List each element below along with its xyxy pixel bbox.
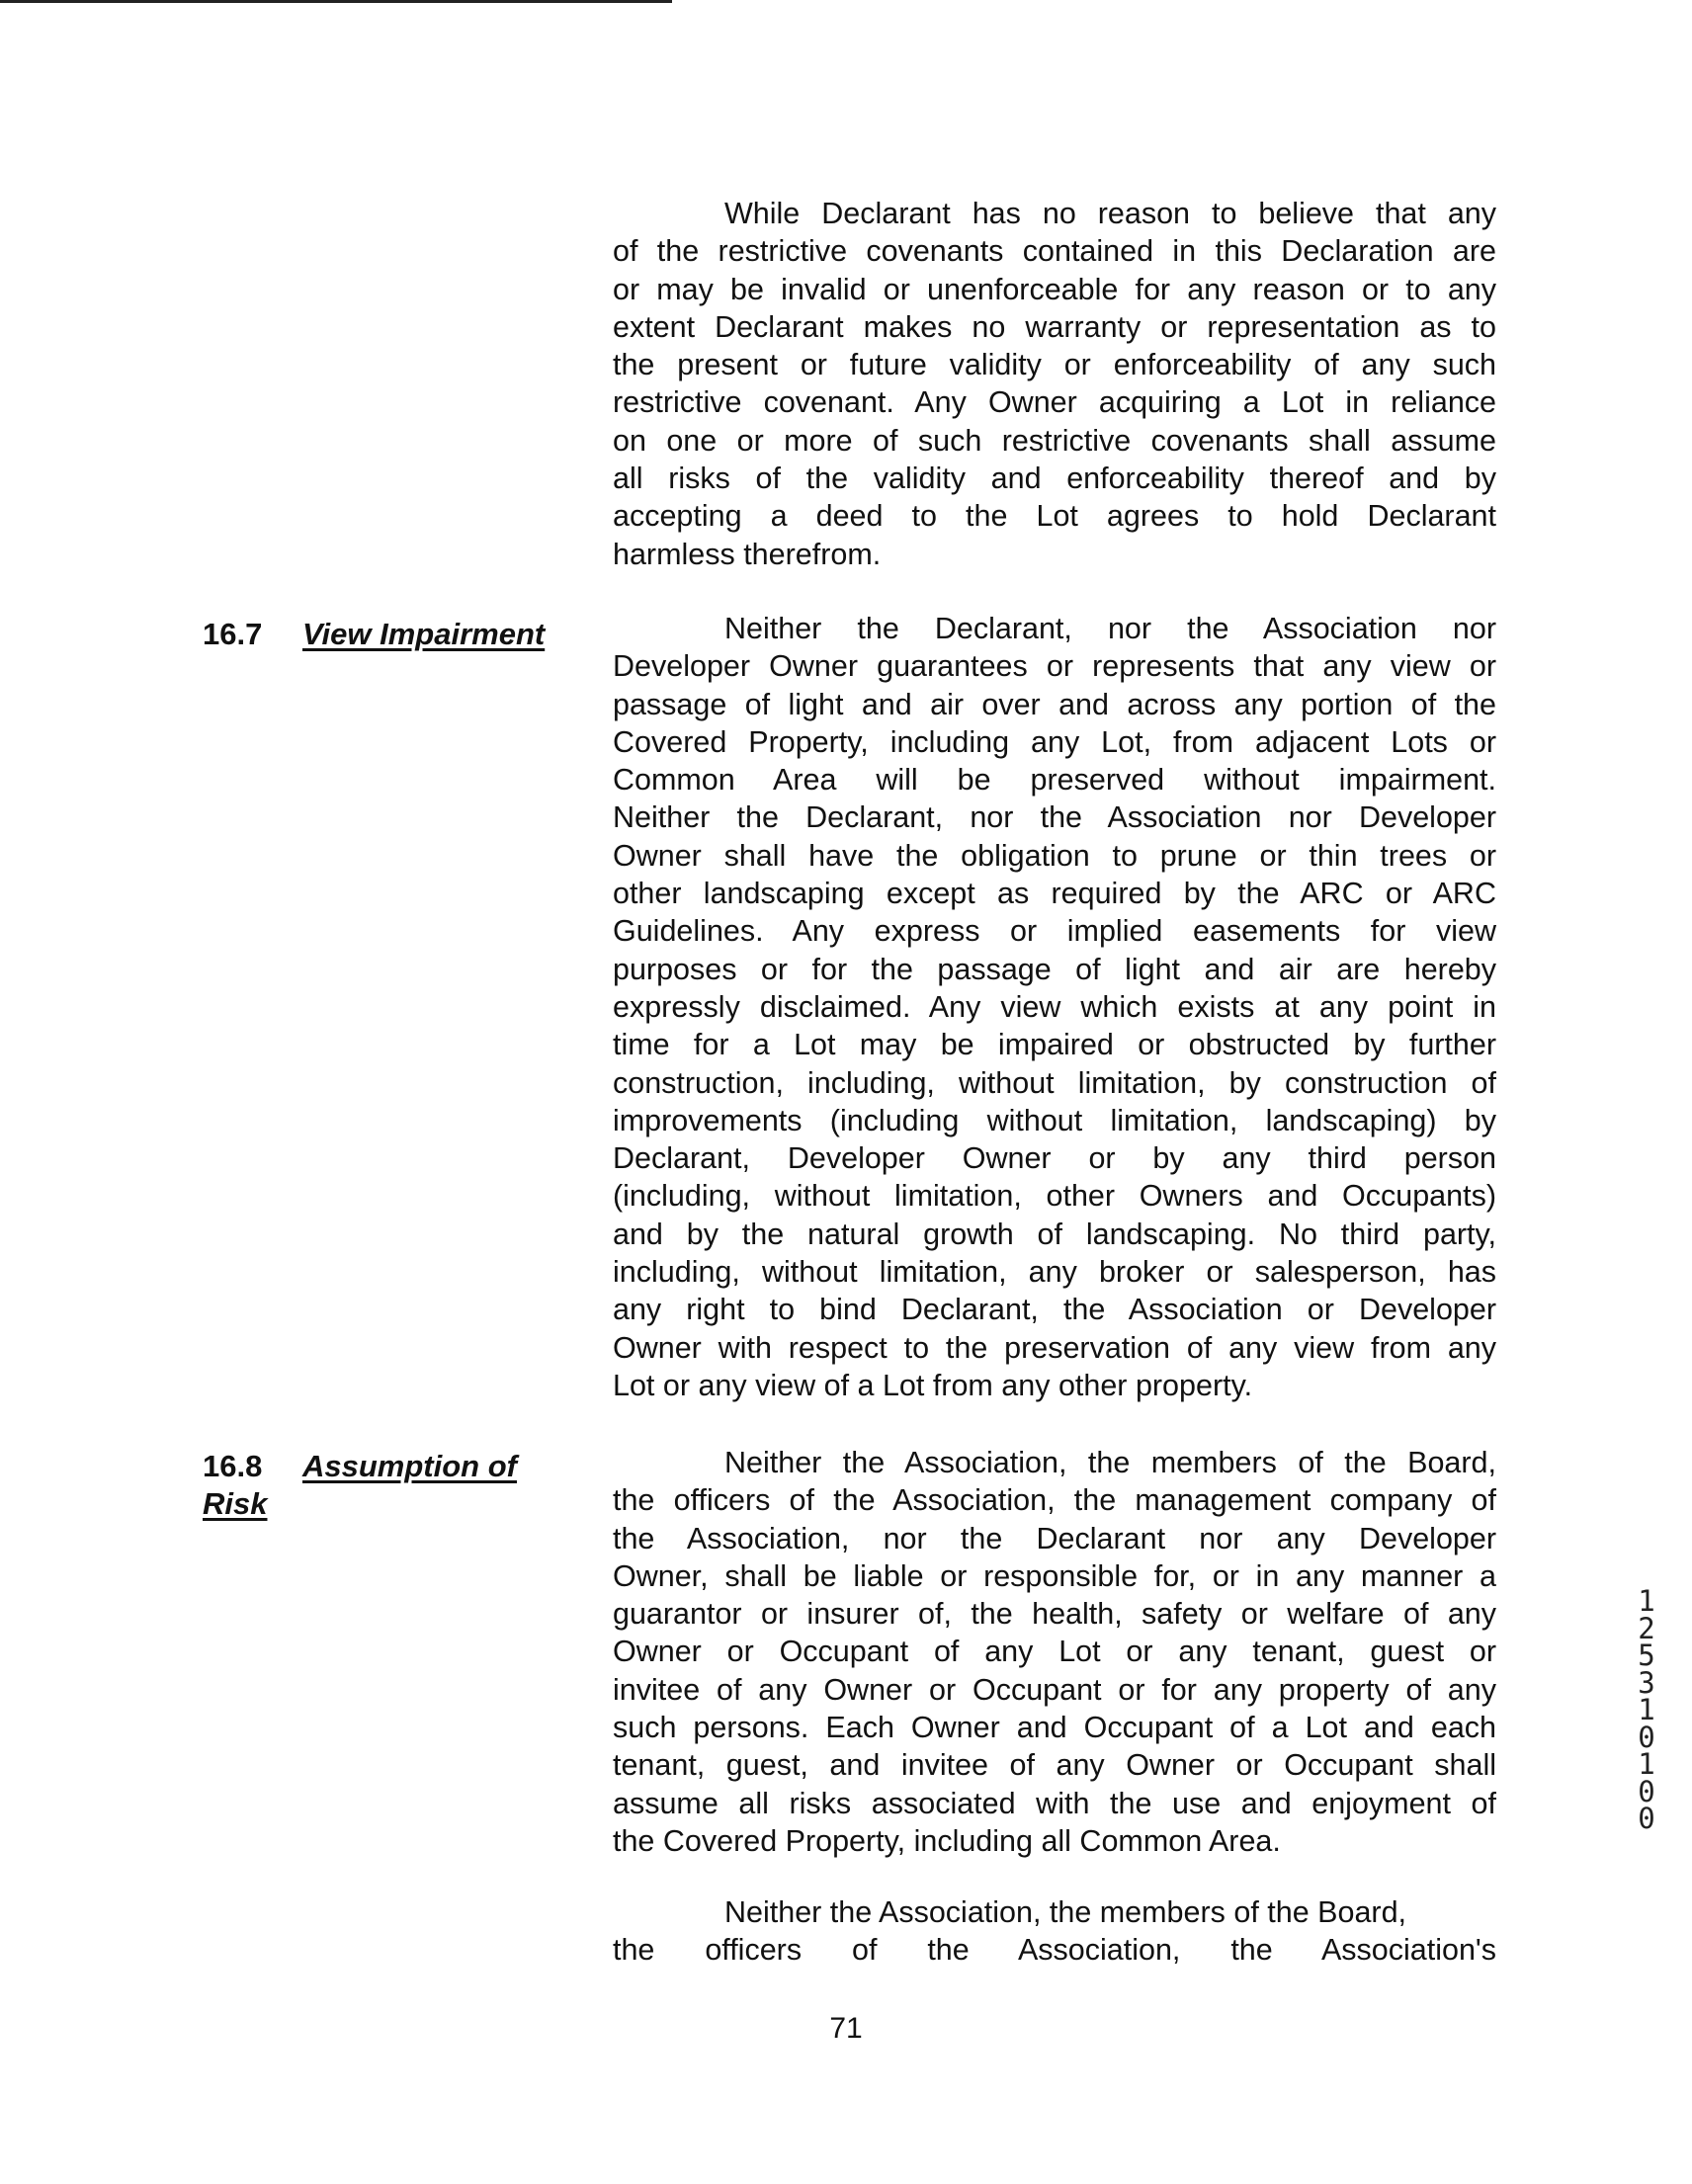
text-line: other landscaping except as required by the ARC or ARC [613, 877, 1496, 911]
text-line: time for a Lot may be impaired or obstructed by further [613, 1028, 1496, 1062]
stamp-digit: 1 [1638, 1584, 1655, 1618]
section-16-7-paragraph [613, 610, 1496, 1404]
page-number: 71 [829, 2012, 863, 2045]
text-line: construction, including, without limitation, by construction of [613, 1065, 1496, 1100]
text-line: Common Area will be preserved without impairment. [613, 763, 1496, 798]
text-line: such persons. Each Owner and Occupant of a Lot and each [613, 1711, 1496, 1745]
text-line: assume all risks associated with the use and enjoyment of [613, 1786, 1496, 1820]
text-line: Declarant, Developer Owner or by any third person [613, 1141, 1496, 1176]
text-line: While Declarant has no reason to believe that any [724, 197, 1496, 230]
text-line: purposes or for the passage of light and air are hereby [613, 952, 1496, 986]
section-number: 16.8 [203, 1449, 263, 1483]
text-line: on one or more of such restrictive covenants shall assume [613, 423, 1496, 458]
text-line: restrictive covenant. Any Owner acquiring a Lot in reliance [613, 385, 1496, 420]
stamp-digit: 0 [1638, 1774, 1655, 1808]
text-line: the Association, nor the Declarant nor any Developer [613, 1521, 1496, 1555]
text-line: the officers of the Association, the management company of [613, 1483, 1496, 1518]
text-line: Neither the Association, the members of the Board, [724, 1895, 1407, 1929]
stamp-digit: 1 [1638, 1747, 1655, 1781]
stamp-digit: 0 [1638, 1720, 1655, 1754]
text-line: extent Declarant makes no warranty or representation as to [613, 309, 1496, 344]
text-line: or may be invalid or unenforceable for any reason or to any [613, 272, 1496, 306]
text-line: harmless therefrom. [613, 537, 882, 571]
section-16-8-paragraph-2 [613, 1893, 1496, 1970]
text-line: Owner, shall be liable or responsible for, or in any manner a [613, 1558, 1496, 1593]
text-line: Neither the Declarant, nor the Association nor [724, 612, 1496, 645]
text-line: all risks of the validity and enforceability thereof and by [613, 462, 1496, 496]
scan-top-edge-line [0, 0, 672, 3]
text-line: Lot or any view of a Lot from any other property. [613, 1368, 1253, 1402]
text-line: Neither the Association, the members of the Board, [724, 1446, 1496, 1479]
text-line: improvements (including without limitation, landscaping) by [613, 1103, 1496, 1137]
text-line: accepting a deed to the Lot agrees to hold Declarant [613, 499, 1496, 534]
stamp-digit: 1 [1638, 1693, 1655, 1726]
text-line: of the restrictive covenants contained in this Declaration are [613, 234, 1496, 269]
intro-paragraph [613, 195, 1496, 573]
text-line: the officers of the Association, the Association's [613, 1933, 1496, 1968]
section-number: 16.7 [203, 617, 263, 651]
text-line: (including, without limitation, other Owners and Occupants) [613, 1179, 1496, 1214]
text-line: the Covered Property, including all Common Area. [613, 1823, 1281, 1858]
text-line: the present or future validity or enforceability of any such [613, 348, 1496, 382]
text-line: Owner with respect to the preservation of any view from any [613, 1330, 1496, 1365]
text-line: Guidelines. Any express or implied easements for view [613, 914, 1496, 949]
stamp-digit: 2 [1638, 1611, 1655, 1645]
text-line: and by the natural growth of landscaping. No third party, [613, 1217, 1496, 1251]
text-line: including, without limitation, any broker or salesperson, has [613, 1255, 1496, 1290]
section-16-8-paragraph-1 [613, 1444, 1496, 1860]
document-number-stamp [1627, 1584, 1666, 1835]
section-title: Assumption of [302, 1449, 517, 1483]
stamp-digit: 0 [1638, 1802, 1655, 1835]
text-line: expressly disclaimed. Any view which exists at any point in [613, 989, 1496, 1024]
section-16-8-heading [203, 1448, 517, 1523]
text-line: Developer Owner guarantees or represents that any view or [613, 649, 1496, 684]
section-16-7-heading [203, 616, 545, 653]
stamp-digit: 3 [1638, 1665, 1655, 1700]
text-line: Covered Property, including any Lot, from adjacent Lots or [613, 724, 1496, 759]
text-line: any right to bind Declarant, the Association or Developer [613, 1293, 1496, 1327]
stamp-digit: 5 [1638, 1638, 1655, 1672]
text-line: guarantor or insurer of, the health, safety or welfare of any [613, 1597, 1496, 1632]
text-line: Neither the Declarant, nor the Association nor Developer [613, 800, 1496, 835]
text-line: invitee of any Owner or Occupant or for any property of any [613, 1672, 1496, 1707]
section-title: View Impairment [302, 617, 546, 651]
text-line: Owner or Occupant of any Lot or any tenant, guest or [613, 1635, 1496, 1669]
text-line: passage of light and air over and across any portion of the [613, 687, 1496, 721]
section-title-continuation: Risk [203, 1486, 268, 1521]
text-line: tenant, guest, and invitee of any Owner or Occupant shall [613, 1748, 1496, 1783]
text-line: Owner shall have the obligation to prune or thin trees or [613, 838, 1496, 873]
